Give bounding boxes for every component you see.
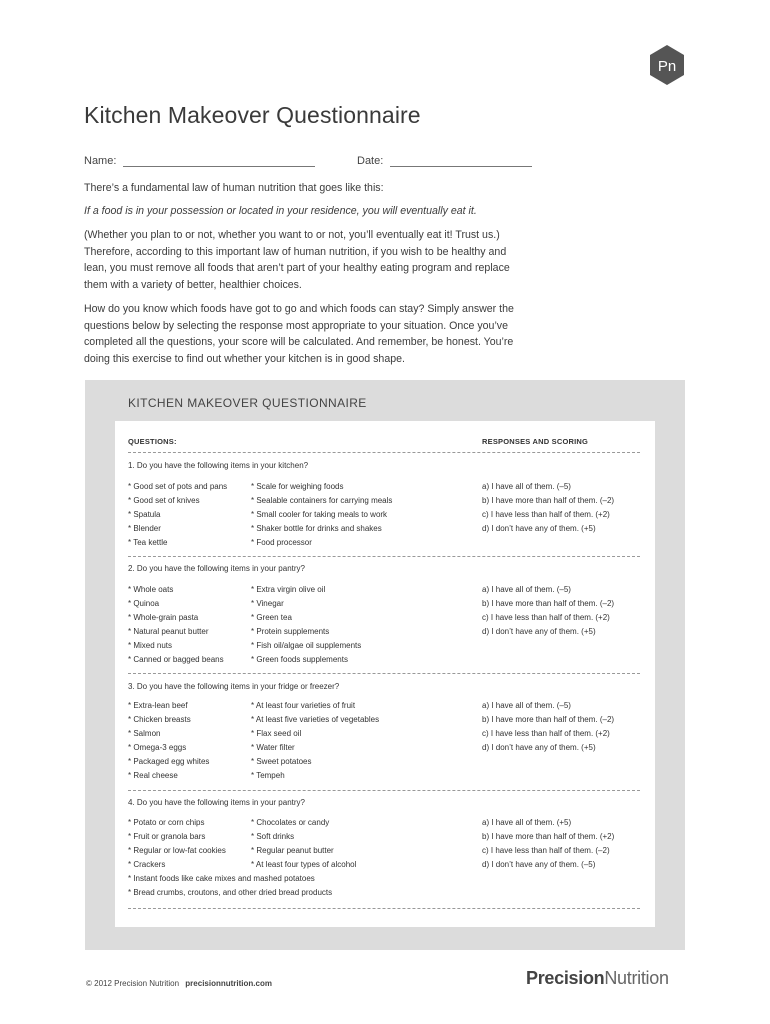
q1-response-b[interactable]: b) I have more than half of them. (–2)	[482, 496, 615, 505]
q4-item: * Regular or low-fat cookies	[128, 846, 226, 855]
q1-item: * Good set of pots and pans	[128, 482, 228, 491]
brand-logo	[526, 968, 669, 989]
q4-response-a[interactable]: a) I have all of them. (+5)	[482, 818, 572, 827]
q4-item: * Chocolates or candy	[251, 818, 330, 827]
q3-item: * Real cheese	[128, 771, 178, 780]
intro-line: doing this exercise to find out whether your kitchen is in good shape.	[84, 352, 405, 365]
q1-response-a[interactable]: a) I have all of them. (–5)	[482, 482, 571, 491]
q3-item: * Omega-3 eggs	[128, 743, 187, 752]
q1-item: * Shaker bottle for drinks and shakes	[251, 524, 382, 533]
q3-response-b[interactable]: b) I have more than half of them. (–2)	[482, 715, 615, 724]
questions-header: QUESTIONS:	[128, 437, 177, 446]
q3-item: * Tempeh	[251, 771, 285, 780]
name-field-row	[84, 154, 315, 167]
intro-line: lean, you must remove all foods that aren’t part of your healthy eating program and replace	[84, 262, 510, 274]
brand-part-2: Nutrition	[604, 968, 669, 988]
q4-item: * Crackers	[128, 860, 166, 869]
divider	[128, 908, 640, 909]
q4-item: * Bread crumbs, croutons, and other dried bread products	[128, 888, 333, 897]
footer-copyright	[86, 979, 272, 988]
q3-response-d[interactable]: d) I don’t have any of them. (+5)	[482, 743, 596, 752]
question-2-title: 2. Do you have the following items in your pantry?	[128, 564, 305, 573]
q1-item: * Sealable containers for carrying meals	[251, 496, 393, 505]
question-3-title: 3. Do you have the following items in your fridge or freezer?	[128, 682, 340, 691]
q2-item: * Mixed nuts	[128, 641, 173, 650]
q3-item: * Sweet potatoes	[251, 757, 312, 766]
q2-item: * Green tea	[251, 613, 292, 622]
q4-response-c[interactable]: c) I have less than half of them. (–2)	[482, 846, 610, 855]
q4-response-b[interactable]: b) I have more than half of them. (+2)	[482, 832, 615, 841]
intro-line: questions below by selecting the response most appropriate to your situation. Once you’ve	[84, 319, 508, 332]
question-4-title: 4. Do you have the following items in your pantry?	[128, 798, 305, 807]
intro-paragraph-3	[84, 227, 524, 293]
q3-response-c[interactable]: c) I have less than half of them. (+2)	[482, 729, 610, 738]
q3-item: * Salmon	[128, 729, 161, 738]
divider	[128, 452, 640, 453]
q4-response-d[interactable]: d) I don’t have any of them. (–5)	[482, 860, 596, 869]
intro-line: them with a variety of better, healthier choices.	[84, 278, 302, 291]
q3-item: * Extra-lean beef	[128, 701, 188, 710]
q4-item: * Regular peanut butter	[251, 846, 334, 855]
name-label: Name:	[84, 155, 117, 167]
q1-response-d[interactable]: d) I don’t have any of them. (+5)	[482, 524, 596, 533]
intro-line: completed all the questions, your score will be calculated. And remember, be honest. You’re	[84, 336, 514, 348]
date-field-row	[357, 154, 532, 167]
q2-item: * Vinegar	[251, 599, 284, 608]
q1-response-c[interactable]: c) I have less than half of them. (+2)	[482, 510, 610, 519]
brand-part-1: Precision	[526, 968, 605, 988]
q2-response-b[interactable]: b) I have more than half of them. (–2)	[482, 599, 615, 608]
hexagon-icon	[648, 44, 686, 86]
logo-text: Pn	[657, 58, 677, 75]
website-link[interactable]: precisionnutrition.com	[185, 979, 272, 988]
q4-item: * At least four types of alcohol	[251, 860, 357, 869]
name-field[interactable]	[123, 154, 315, 167]
q2-response-a[interactable]: a) I have all of them. (–5)	[482, 585, 571, 594]
intro-paragraph-1: There’s a fundamental law of human nutrition that goes like this:	[84, 182, 384, 194]
q1-item: * Food processor	[251, 538, 312, 547]
q4-item: * Fruit or granola bars	[128, 832, 206, 841]
intro-line: (Whether you plan to or not, whether you want to or not, you’ll eventually eat it! Trust us.)	[84, 229, 500, 241]
q2-item: * Whole oats	[128, 585, 174, 594]
responses-header: RESPONSES AND SCORING	[482, 437, 589, 446]
intro-line: How do you know which foods have got to go and which foods can stay? Simply answer the	[84, 303, 514, 315]
intro-paragraph-2: If a food is in your possession or located in your residence, you will eventually eat it.	[84, 205, 477, 217]
q2-item: * Green foods supplements	[251, 655, 348, 664]
date-label: Date:	[357, 155, 384, 167]
q2-item: * Quinoa	[128, 599, 160, 608]
q2-response-c[interactable]: c) I have less than half of them. (+2)	[482, 613, 610, 622]
q2-item: * Natural peanut butter	[128, 627, 209, 636]
q2-item: * Extra virgin olive oil	[251, 585, 326, 594]
q3-item: * At least four varieties of fruit	[251, 701, 356, 710]
q1-item: * Scale for weighing foods	[251, 482, 344, 491]
page-title: Kitchen Makeover Questionnaire	[84, 102, 421, 128]
date-field[interactable]	[390, 154, 532, 167]
q3-item: * Chicken breasts	[128, 715, 191, 724]
q4-item: * Potato or corn chips	[128, 818, 205, 827]
panel-title: KITCHEN MAKEOVER QUESTIONNAIRE	[128, 396, 367, 410]
q1-item: * Small cooler for taking meals to work	[251, 510, 388, 519]
q2-item: * Whole-grain pasta	[128, 613, 199, 622]
pn-logo-badge	[648, 44, 686, 86]
q4-item: * Soft drinks	[251, 832, 295, 841]
q1-item: * Spatula	[128, 510, 161, 519]
divider	[128, 790, 640, 791]
question-1-title: 1. Do you have the following items in your kitchen?	[128, 461, 309, 470]
q2-response-d[interactable]: d) I don’t have any of them. (+5)	[482, 627, 596, 636]
q4-item: * Instant foods like cake mixes and mashed potatoes	[128, 874, 315, 883]
q2-item: * Fish oil/algae oil supplements	[251, 641, 362, 650]
q1-item: * Tea kettle	[128, 538, 168, 547]
intro-line: Therefore, according to this important law of human nutrition, if you wish to be healthy and	[84, 245, 507, 258]
divider	[128, 556, 640, 557]
copyright-text: © 2012 Precision Nutrition	[86, 979, 180, 988]
q2-item: * Canned or bagged beans	[128, 655, 224, 664]
q3-item: * Packaged egg whites	[128, 757, 210, 766]
divider	[128, 673, 640, 674]
q1-item: * Blender	[128, 524, 161, 533]
q3-item: * Water filter	[251, 743, 295, 752]
q3-item: * At least five varieties of vegetables	[251, 715, 380, 724]
q3-response-a[interactable]: a) I have all of them. (–5)	[482, 701, 571, 710]
q2-item: * Protein supplements	[251, 627, 330, 636]
q3-item: * Flax seed oil	[251, 729, 302, 738]
intro-paragraph-4	[84, 301, 524, 367]
q1-item: * Good set of knives	[128, 496, 200, 505]
